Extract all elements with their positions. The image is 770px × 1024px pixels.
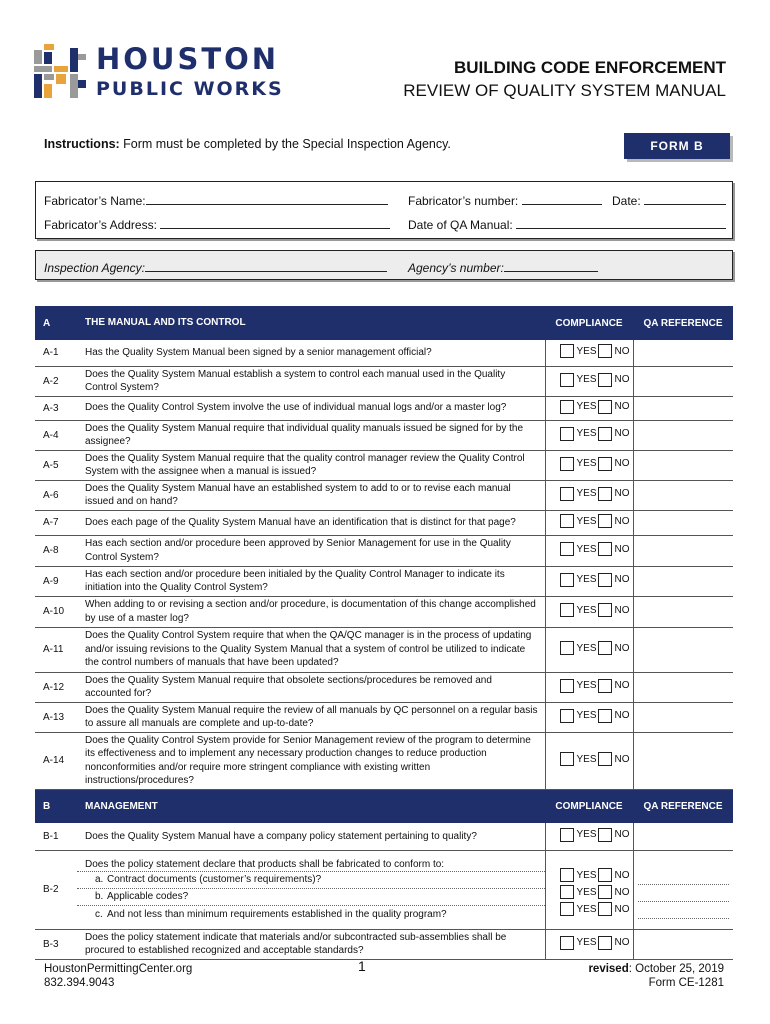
yes-no-options: [560, 373, 631, 387]
yes-no-options: [560, 885, 631, 899]
row-id: A-11: [35, 627, 77, 672]
date-field[interactable]: [612, 193, 726, 208]
yes-no-options: [560, 457, 631, 471]
no-label: NO: [614, 710, 630, 721]
table-row: [35, 823, 733, 850]
table-row: [35, 850, 733, 929]
fabricator-number-label: Fabricator’s number:: [408, 194, 519, 208]
compliance-cell: [545, 672, 633, 702]
yes-no-options: [560, 641, 631, 655]
yes-checkbox[interactable]: [560, 679, 574, 693]
sub-letter: c.: [95, 908, 103, 920]
form-badge: FORM B: [624, 133, 730, 159]
row-id: B-2: [35, 850, 77, 929]
compliance-cell: [545, 450, 633, 480]
compliance-cell: [545, 702, 633, 732]
row-question: Does the policy statement indicate that materials and/or subcontracted sub-assemblies shall be procured to established recognized and acceptable standards?: [77, 929, 545, 959]
qa-reference-cell[interactable]: [633, 340, 733, 366]
sub-text: And not less than minimum requirements established in the quality program?: [107, 908, 447, 920]
yes-no-options: [560, 868, 631, 882]
fabricator-name-label: Fabricator’s Name:: [44, 194, 146, 208]
yes-checkbox[interactable]: [560, 752, 574, 766]
no-checkbox[interactable]: [598, 487, 612, 501]
no-label: NO: [614, 937, 630, 948]
sub-item: [77, 872, 545, 889]
no-checkbox[interactable]: [598, 885, 612, 899]
yes-checkbox[interactable]: [560, 400, 574, 414]
no-checkbox[interactable]: [598, 752, 612, 766]
yes-checkbox[interactable]: [560, 641, 574, 655]
compliance-sub-row: [560, 901, 633, 918]
qa-reference-line[interactable]: [638, 885, 730, 902]
compliance-cell: [545, 396, 633, 420]
row-id: A-10: [35, 596, 77, 627]
logo-text-public-works: PUBLIC WORKS: [96, 78, 284, 100]
fabricator-number-blank[interactable]: [522, 193, 602, 205]
question-text: Does the policy statement declare that products shall be fabricated to conform to:: [77, 856, 545, 872]
row-question: Does the Quality System Manual require that individual quality manuals issued be signed for by the assignee?: [77, 420, 545, 450]
checklist-table: [35, 306, 733, 960]
no-label: NO: [614, 903, 630, 915]
inspection-agency-field[interactable]: [44, 260, 387, 275]
yes-label: YES: [576, 543, 597, 555]
no-checkbox[interactable]: [598, 902, 612, 916]
table-row: [35, 929, 733, 959]
form-code: Form CE-1281: [648, 977, 724, 989]
fabricator-name-field[interactable]: [44, 193, 388, 208]
compliance-sub-row: [560, 867, 633, 884]
yes-checkbox[interactable]: [560, 868, 574, 882]
qa-reference-cell[interactable]: [633, 566, 733, 596]
sub-text: Contract documents (customer’s requirements)?: [107, 874, 322, 886]
no-checkbox[interactable]: [598, 603, 612, 617]
row-id: A-14: [35, 732, 77, 789]
qa-reference-line[interactable]: [638, 902, 730, 919]
instructions: [44, 137, 451, 151]
sub-letter: b.: [95, 891, 104, 903]
compliance-cell: [545, 596, 633, 627]
agency-number-blank[interactable]: [504, 260, 598, 272]
row-question: Does the Quality System Manual establish a system to control each manual used in the Quality Control System?: [77, 366, 545, 396]
no-checkbox[interactable]: [598, 457, 612, 471]
yes-label: YES: [576, 345, 597, 357]
no-label: NO: [614, 515, 630, 527]
instructions-text: Form must be completed by the Special Inspection Agency.: [119, 137, 451, 151]
date-label: Date:: [612, 194, 641, 208]
yes-label: YES: [576, 937, 597, 948]
no-checkbox[interactable]: [598, 427, 612, 441]
row-question: Has the Quality System Manual been signed by a senior management official?: [77, 340, 545, 366]
compliance-header: COMPLIANCE: [545, 306, 633, 340]
compliance-cell: [545, 420, 633, 450]
yes-label: YES: [576, 642, 597, 654]
yes-label: YES: [576, 903, 597, 915]
table-row: [35, 366, 733, 396]
yes-checkbox[interactable]: [560, 373, 574, 387]
qa-reference-cell[interactable]: [633, 672, 733, 702]
qa-manual-date-label: Date of QA Manual:: [408, 218, 513, 232]
no-label: NO: [614, 680, 630, 691]
no-label: NO: [614, 345, 630, 357]
yes-label: YES: [576, 458, 597, 469]
row-question: Does the Quality Control System provide for Senior Management review of the program to determine its effectiveness and to implement any necessary production changes to reduce production nonconformities and/or require more stringent compliance with existing written instructions/procedures?: [77, 732, 545, 789]
yes-no-options: [560, 936, 631, 950]
yes-no-options: [560, 344, 631, 358]
qa-reference-cell[interactable]: [633, 535, 733, 566]
fabricator-name-blank[interactable]: [146, 193, 388, 205]
qa-reference-header: QA REFERENCE: [633, 306, 733, 340]
agency-number-label: Agency’s number:: [408, 261, 504, 275]
revised-label: revised: [588, 963, 629, 975]
yes-label: YES: [576, 515, 597, 527]
no-label: NO: [614, 753, 630, 765]
sub-item: [77, 906, 545, 923]
document-title: [403, 58, 726, 101]
yes-no-options: [560, 514, 631, 528]
page-number: 1: [358, 958, 366, 974]
row-question: Does the Quality Control System involve the use of individual manual logs and/or a master log?: [77, 396, 545, 420]
no-checkbox[interactable]: [598, 373, 612, 387]
compliance-cell: [545, 929, 633, 959]
yes-label: YES: [576, 869, 597, 881]
table-row: [35, 566, 733, 596]
section-title: MANAGEMENT: [77, 789, 545, 823]
yes-no-options: [560, 487, 631, 501]
section-header-b: [35, 789, 733, 823]
yes-no-options: [560, 679, 631, 693]
qa-reference-cell[interactable]: [633, 702, 733, 732]
section-id: A: [35, 306, 77, 340]
table-row: [35, 535, 733, 566]
no-label: NO: [614, 458, 630, 469]
no-checkbox[interactable]: [598, 400, 612, 414]
yes-no-options: [560, 427, 631, 441]
fabricator-address-label: Fabricator’s Address:: [44, 218, 157, 232]
qa-reference-cell[interactable]: [633, 850, 733, 929]
qa-reference-cell[interactable]: [633, 480, 733, 510]
table-row: [35, 702, 733, 732]
row-id: A-12: [35, 672, 77, 702]
table-row: [35, 672, 733, 702]
no-label: NO: [614, 604, 630, 616]
qa-reference-line[interactable]: [638, 868, 730, 885]
qa-reference-cell[interactable]: [633, 596, 733, 627]
row-id: A-8: [35, 535, 77, 566]
yes-label: YES: [576, 374, 597, 385]
sub-letter: a.: [95, 874, 104, 886]
compliance-cell: [545, 366, 633, 396]
compliance-cell: [545, 823, 633, 850]
qa-manual-date-blank[interactable]: [516, 217, 726, 229]
row-id: A-5: [35, 450, 77, 480]
no-checkbox[interactable]: [598, 828, 612, 842]
no-checkbox[interactable]: [598, 344, 612, 358]
no-checkbox[interactable]: [598, 573, 612, 587]
sub-item: [77, 889, 545, 906]
no-checkbox[interactable]: [598, 641, 612, 655]
no-label: NO: [614, 428, 630, 439]
qa-reference-lines: [634, 867, 734, 919]
qa-reference-cell[interactable]: [633, 510, 733, 535]
yes-label: YES: [576, 488, 597, 499]
yes-label: YES: [576, 680, 597, 691]
row-id: A-13: [35, 702, 77, 732]
table-row: [35, 450, 733, 480]
yes-label: YES: [576, 753, 597, 765]
yes-checkbox[interactable]: [560, 514, 574, 528]
fabricator-number-field[interactable]: [408, 193, 602, 208]
row-question: Has each section and/or procedure been initialed by the Quality Control Manager to indicate its initiation into the Quality Control System?: [77, 566, 545, 596]
compliance-header: COMPLIANCE: [545, 789, 633, 823]
no-label: NO: [614, 869, 630, 881]
row-question: Does the Quality System Manual have a company policy statement pertaining to quality?: [77, 823, 545, 850]
agency-number-field[interactable]: [408, 260, 598, 275]
table-row: [35, 420, 733, 450]
agency-info-box: [35, 250, 733, 280]
yes-label: YES: [576, 428, 597, 439]
compliance-cell: [545, 566, 633, 596]
no-label: NO: [614, 574, 630, 585]
logo-mark-icon: [34, 44, 86, 100]
table-row: [35, 627, 733, 672]
row-question: Has each section and/or procedure been approved by Senior Management for use in the Quality Control System?: [77, 535, 545, 566]
qa-reference-header: QA REFERENCE: [633, 789, 733, 823]
row-id: B-1: [35, 823, 77, 850]
row-id: A-9: [35, 566, 77, 596]
qa-reference-cell[interactable]: [633, 366, 733, 396]
yes-label: YES: [576, 829, 597, 841]
revised-date: : October 25, 2019: [628, 963, 724, 975]
no-label: NO: [614, 886, 630, 898]
compliance-cell: [545, 480, 633, 510]
inspection-agency-label: Inspection Agency:: [44, 261, 145, 275]
no-label: NO: [614, 829, 630, 841]
yes-no-options: [560, 709, 631, 723]
date-blank[interactable]: [644, 193, 726, 205]
fabricator-info-box: [35, 181, 733, 239]
no-label: NO: [614, 488, 630, 499]
yes-no-options: [560, 400, 631, 414]
qa-reference-cell[interactable]: [633, 450, 733, 480]
fabricator-address-field[interactable]: [44, 217, 390, 232]
title-line-2: REVIEW OF QUALITY SYSTEM MANUAL: [403, 81, 726, 100]
yes-no-options: [560, 902, 631, 916]
no-label: NO: [614, 401, 630, 412]
row-id: A-7: [35, 510, 77, 535]
yes-checkbox[interactable]: [560, 427, 574, 441]
compliance-sub-list: [560, 851, 633, 918]
yes-label: YES: [576, 710, 597, 721]
compliance-cell: [545, 732, 633, 789]
yes-checkbox[interactable]: [560, 828, 574, 842]
compliance-cell: [545, 340, 633, 366]
row-question: When adding to or revising a section and/or procedure, is documentation of this change accomplished by use of a master log?: [77, 596, 545, 627]
qa-manual-date-field[interactable]: [408, 217, 726, 232]
row-id: B-3: [35, 929, 77, 959]
row-id: A-2: [35, 366, 77, 396]
yes-no-options: [560, 542, 631, 556]
no-checkbox[interactable]: [598, 679, 612, 693]
instructions-label: Instructions:: [44, 137, 120, 151]
qa-reference-cell[interactable]: [633, 823, 733, 850]
no-checkbox[interactable]: [598, 542, 612, 556]
yes-label: YES: [576, 886, 597, 898]
yes-checkbox[interactable]: [560, 344, 574, 358]
row-question: [77, 850, 545, 929]
row-question: Does each page of the Quality System Manual have an identification that is distinct for that page?: [77, 510, 545, 535]
no-label: NO: [614, 374, 630, 385]
yes-checkbox[interactable]: [560, 902, 574, 916]
row-question: Does the Quality System Manual have an established system to add to or to revise each manual issued and on hand?: [77, 480, 545, 510]
sub-text: Applicable codes?: [107, 891, 189, 903]
footer-phone: 832.394.9043: [44, 977, 115, 989]
row-id: A-4: [35, 420, 77, 450]
section-header-a: [35, 306, 733, 340]
houston-public-works-logo: [34, 44, 294, 104]
row-id: A-6: [35, 480, 77, 510]
qa-reference-cell[interactable]: [633, 396, 733, 420]
title-line-1: BUILDING CODE ENFORCEMENT: [454, 58, 726, 77]
table-row: [35, 732, 733, 789]
yes-label: YES: [576, 401, 597, 412]
compliance-cell: [545, 627, 633, 672]
qa-reference-cell[interactable]: [633, 627, 733, 672]
compliance-cell: [545, 535, 633, 566]
logo-text-houston: HOUSTON: [96, 42, 280, 76]
fabricator-address-blank[interactable]: [160, 217, 390, 229]
section-id: B: [35, 789, 77, 823]
no-label: NO: [614, 642, 630, 654]
no-checkbox[interactable]: [598, 709, 612, 723]
table-row: [35, 596, 733, 627]
footer-revision: [588, 962, 724, 990]
compliance-cell: [545, 850, 633, 929]
qa-reference-cell[interactable]: [633, 732, 733, 789]
qa-reference-cell[interactable]: [633, 420, 733, 450]
inspection-agency-blank[interactable]: [145, 260, 387, 272]
table-row: [35, 510, 733, 535]
yes-checkbox[interactable]: [560, 487, 574, 501]
yes-label: YES: [576, 574, 597, 585]
yes-checkbox[interactable]: [560, 885, 574, 899]
table-row: [35, 480, 733, 510]
table-row: [35, 396, 733, 420]
yes-checkbox[interactable]: [560, 573, 574, 587]
yes-checkbox[interactable]: [560, 457, 574, 471]
section-title: THE MANUAL AND ITS CONTROL: [77, 306, 545, 340]
no-checkbox[interactable]: [598, 514, 612, 528]
footer-contact: [44, 962, 192, 990]
yes-no-options: [560, 603, 631, 617]
yes-checkbox[interactable]: [560, 936, 574, 950]
no-label: NO: [614, 543, 630, 555]
yes-label: YES: [576, 604, 597, 616]
compliance-cell: [545, 510, 633, 535]
row-question: Does the Quality Control System require that when the QA/QC manager is in the process of updating and/or issuing revisions to the Quality System Manual that a system of control be utilized to indicate the control numbers of manuals that have been updated?: [77, 627, 545, 672]
yes-no-options: [560, 573, 631, 587]
row-question: Does the Quality System Manual require the review of all manuals by QC personnel on a regular basis to assure all manuals are complete and up-to-date?: [77, 702, 545, 732]
yes-checkbox[interactable]: [560, 603, 574, 617]
no-checkbox[interactable]: [598, 868, 612, 882]
table-row: [35, 340, 733, 366]
row-question: Does the Quality System Manual require that the quality control manager review the Quality Control System with the assignee when a manual is issued?: [77, 450, 545, 480]
row-id: A-1: [35, 340, 77, 366]
no-checkbox[interactable]: [598, 936, 612, 950]
compliance-sub-row: [560, 884, 633, 901]
yes-checkbox[interactable]: [560, 542, 574, 556]
yes-checkbox[interactable]: [560, 709, 574, 723]
yes-no-options: [560, 752, 631, 766]
qa-reference-cell[interactable]: [633, 929, 733, 959]
footer-website[interactable]: HoustonPermittingCenter.org: [44, 963, 193, 975]
row-id: A-3: [35, 396, 77, 420]
yes-no-options: [560, 828, 631, 842]
row-question: Does the Quality System Manual require that obsolete sections/procedures be removed and accounted for?: [77, 672, 545, 702]
